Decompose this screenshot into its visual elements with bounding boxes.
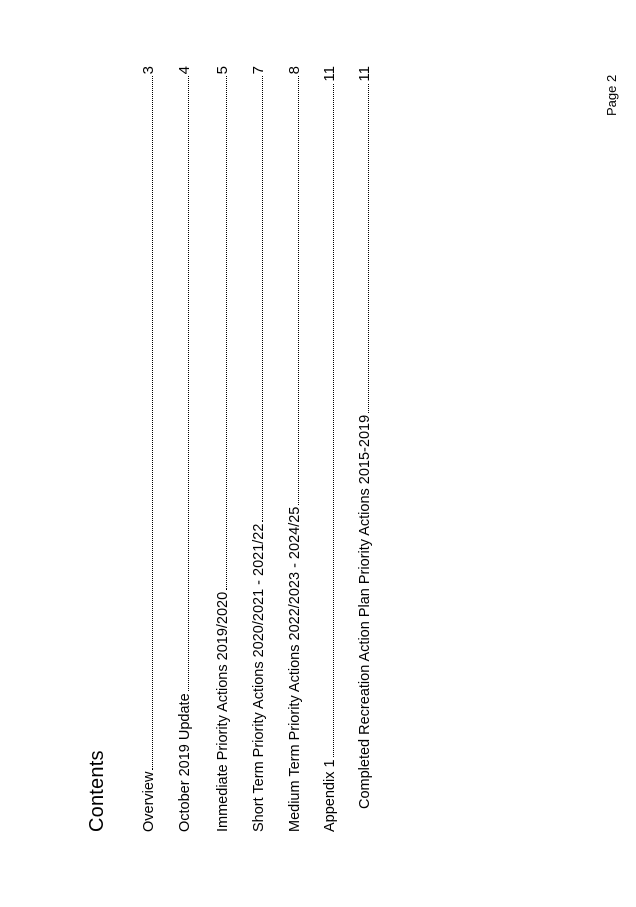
toc-page-number: 3: [140, 66, 157, 75]
dot-leader: [298, 76, 299, 504]
toc-entry-october-update[interactable]: [171, 66, 193, 832]
toc-page-number: 4: [176, 66, 193, 75]
toc-page-number: 8: [286, 66, 303, 75]
dot-leader: [226, 76, 227, 589]
toc-page-number: 5: [214, 66, 231, 75]
toc-entry-label: Appendix 1: [322, 759, 338, 832]
toc-page-number: 11: [321, 66, 338, 82]
footer-page-number: Page 2: [604, 74, 619, 116]
toc-entry-medium-term-priority[interactable]: [281, 66, 303, 832]
toc-entry-immediate-priority[interactable]: [209, 66, 231, 832]
contents-heading: Contents: [86, 750, 108, 832]
toc-entry-label: Immediate Priority Actions 2019/2020: [215, 591, 231, 832]
dot-leader: [152, 76, 153, 769]
toc-entry-completed-actions[interactable]: [351, 66, 373, 809]
toc-entry-short-term-priority[interactable]: [245, 66, 267, 832]
dot-leader: [262, 76, 263, 521]
toc-entry-label: Medium Term Priority Actions 2022/2023 - 2024/25: [287, 506, 303, 832]
toc-entry-label: Overview: [141, 771, 157, 832]
toc-entry-overview[interactable]: [135, 66, 157, 832]
toc-page-number: 11: [356, 66, 373, 82]
dot-leader: [368, 84, 369, 413]
dot-leader: [333, 84, 334, 758]
toc-entry-label: Short Term Priority Actions 2020/2021 - 2021/22: [251, 523, 267, 832]
toc-entry-appendix-1[interactable]: [316, 66, 338, 832]
toc-entry-label: Completed Recreation Action Plan Priority Actions 2015-2019: [357, 414, 373, 809]
toc-entry-label: October 2019 Update: [177, 693, 193, 832]
toc-page-number: 7: [250, 66, 267, 75]
dot-leader: [188, 76, 189, 691]
